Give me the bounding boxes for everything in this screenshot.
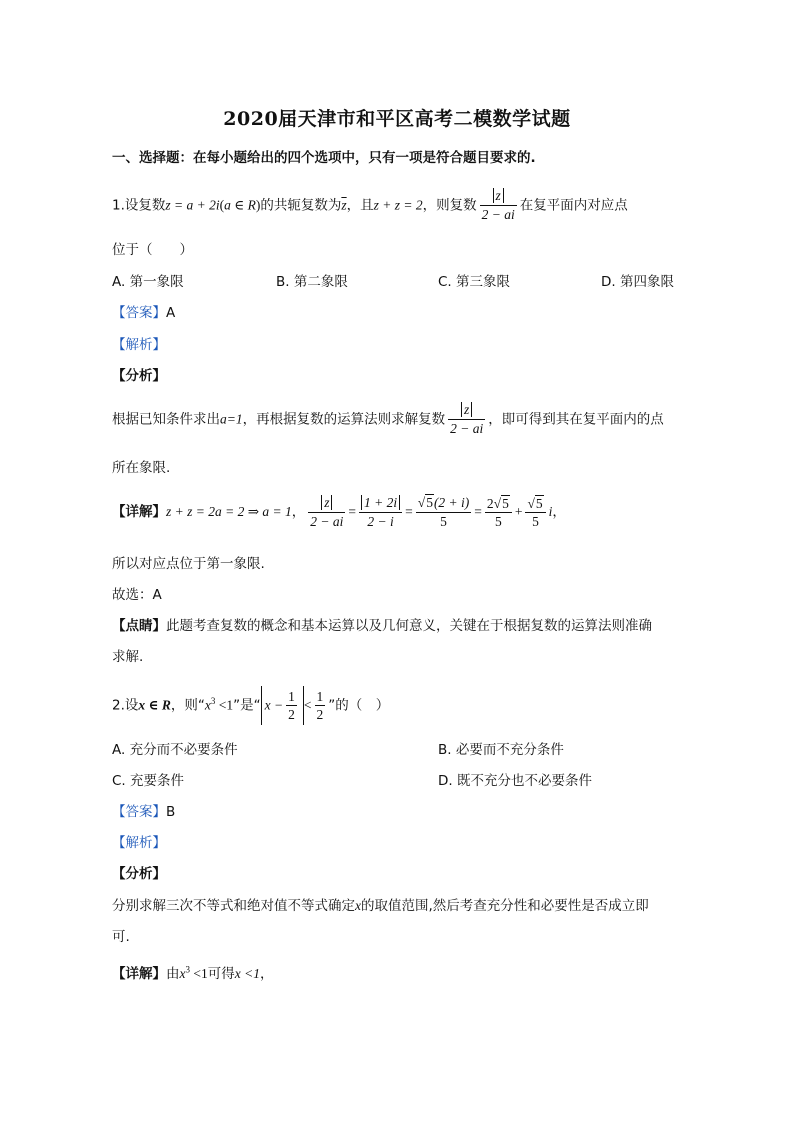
q2-answer: 【答案】B <box>112 804 176 820</box>
q2-analysis: 分别求解三次不等式和绝对值不等式确定x的取值范围,然后考查充分性和必要性是否成立即 <box>112 898 649 914</box>
q1-jiexi-label: 【解析】 <box>112 337 166 353</box>
section-heading: 一、选择题：在每小题给出的四个选项中，只有一项是符合题目要求的. <box>112 150 536 166</box>
q1-detail: 【详解】z + z = 2a = 2 ⇒ a = 1， $\frac{z}{2 - ai}$ = $\frac{1 + 2i}{2 - i}$ = $\frac{√5(2 + i)}{5}$ = $\frac{2√5}{5}$ + $\frac{√5}{5}$ i， <box>112 494 566 529</box>
q2-jiexi-label: 【解析】 <box>112 835 166 851</box>
q1-option-d: D. 第四象限 <box>601 274 674 290</box>
q2-detail: 【详解】由$x^3 <1$可得x <1， <box>112 964 274 982</box>
q1-option-b: B. 第二象限 <box>276 274 348 290</box>
q2-option-c: C. 充要条件 <box>112 773 185 789</box>
q1-analysis-line2: 所在象限. <box>112 460 171 476</box>
q1-dianjing: 【点睛】此题考查复数的概念和基本运算以及几何意义，关键在于根据复数的运算法则准确 <box>112 618 652 634</box>
q2-option-a: A. 充分而不必要条件 <box>112 742 238 758</box>
q1-dianjing-line2: 求解. <box>112 649 144 665</box>
page-title: 2020届天津市和平区高考二模数学试题 <box>223 108 571 130</box>
q2-analysis-line2: 可. <box>112 929 130 945</box>
q1-analysis-fraction: $\frac{z}{2 - ai}$ <box>450 402 484 436</box>
q2-stem: 2.设x ∈ R，则“$x^3 <1$”是“ x − $\frac{1}{2}$ < $\frac{1}{2}$ ”的（ ） <box>112 686 389 725</box>
q1-choose: 故选：A <box>112 587 162 603</box>
q1-analysis: 根据已知条件求出a=1，再根据复数的运算法则求解复数 $\frac{z}{2 - ai}$ ，即可得到其在复平面内的点 <box>112 402 664 436</box>
q2-abs-expr: x − $\frac{1}{2}$ <box>261 686 304 725</box>
q2-option-d: D. 既不充分也不必要条件 <box>438 773 592 789</box>
q1-conclusion: 所以对应点位于第一象限. <box>112 556 265 572</box>
q1-stem-line2: 位于（ ） <box>112 242 193 258</box>
q1-answer: 【答案】A <box>112 305 176 321</box>
q2-option-b: B. 必要而不充分条件 <box>438 742 564 758</box>
q1-fraction: $\frac{z}{2 - ai}$ <box>481 188 515 222</box>
q1-stem: 1.设复数z = a + 2i(a ∈ R)的共轭复数为$\overline{z}$，且z + z = 2，则复数 $\frac{z}{2 - ai}$ 在复平面内对应点 <box>112 188 628 222</box>
q2-fenxi-label: 【分析】 <box>112 866 166 882</box>
q1-option-c: C. 第三象限 <box>438 274 511 290</box>
q1-option-a: A. 第一象限 <box>112 274 184 290</box>
q1-fenxi-label: 【分析】 <box>112 368 166 384</box>
